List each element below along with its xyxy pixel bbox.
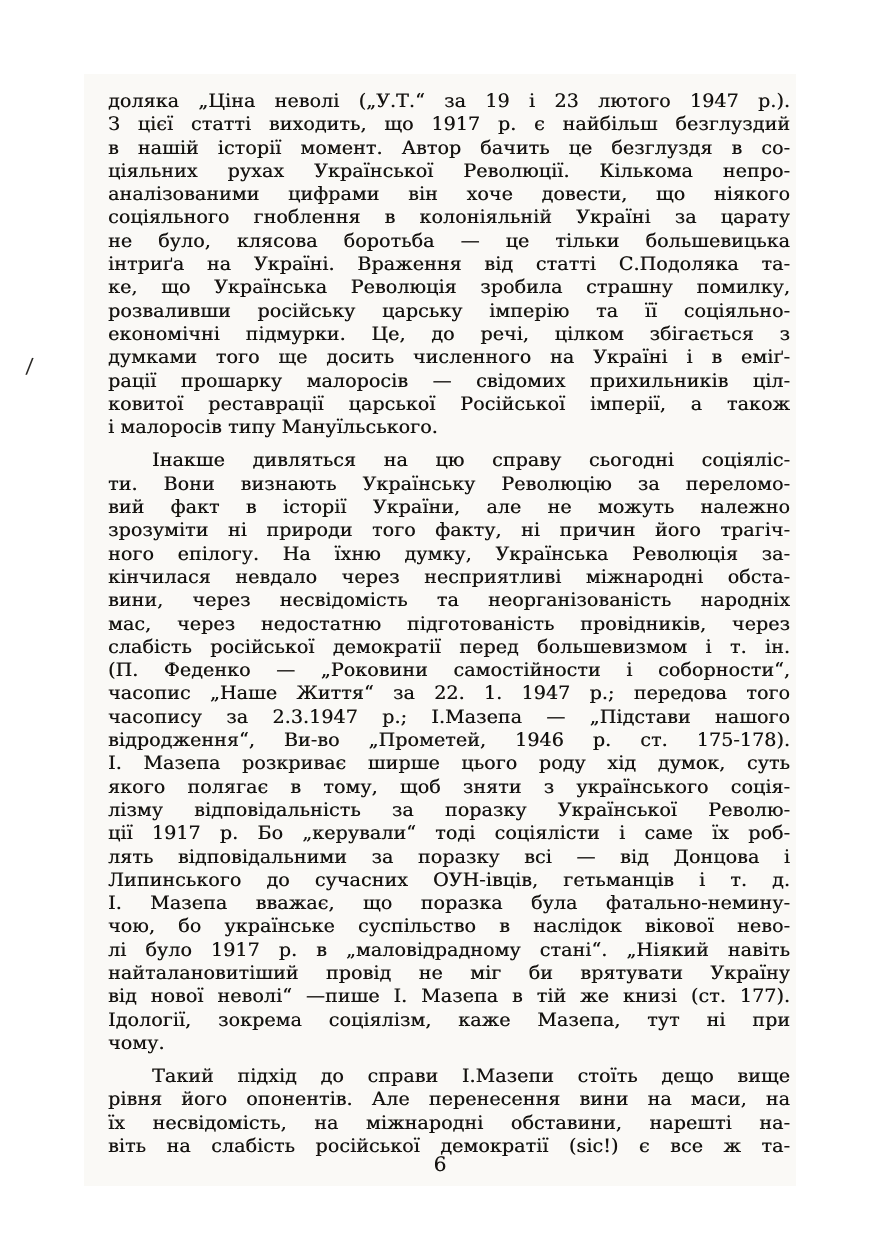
text-line: Такий підхід до справи І.Мазепи стоїть дещо вище: [152, 1065, 790, 1088]
text-line: ного епілогу. На їхню думку, Українська Революція за-: [108, 542, 790, 565]
book-page: [25, 74, 796, 1186]
page-text: [108, 90, 790, 1158]
page-number: 6: [433, 1152, 447, 1176]
text-line: Ідології, зокрема соціялізм, каже Мазепа, тут ні при: [108, 1008, 790, 1031]
text-line: ковитої реставрації царської Російської імперії, а також: [108, 392, 790, 415]
text-line: лять відповідальними за поразку всі — від Донцова і: [108, 845, 790, 868]
text-line: вий факт в історії України, але не можуть належно: [108, 496, 790, 519]
text-line: найталановитіший провід не міг би врятувати Україну: [108, 961, 790, 984]
text-line: зрозуміти ні природи того факту, ні причин його трагіч-: [108, 519, 790, 542]
text-line: (П. Феденко — „Роковини самостійности і соборности“,: [108, 659, 790, 682]
text-line: віть на слабість російської демократії (sic!) є все ж та-: [108, 1135, 790, 1158]
text-line: Інакше дивляться на цю справу сьогодні соціяліс-: [152, 449, 790, 472]
paragraph: [108, 90, 790, 439]
text-line: І. Мазепа вважає, що поразка була фатально-немину-: [108, 892, 790, 915]
text-line: якого полягає в тому, щоб зняти з українського соція-: [108, 775, 790, 798]
text-line: часопис „Наше Життя“ за 22. 1. 1947 р.; передова того: [108, 682, 790, 705]
scan-artifact-mark: /: [25, 353, 34, 379]
text-line: в нашій історії момент. Автор бачить це безглуздя в со-: [108, 136, 790, 159]
text-line: лізму відповідальність за поразку Української Револю-: [108, 798, 790, 821]
text-line: вини, через несвідомість та неорганізованість народніх: [108, 589, 790, 612]
text-line: соціяльного гноблення в колоніяльній Україні за царату: [108, 206, 790, 229]
text-line: думками того ще досить численного на Україні і в еміґ-: [108, 346, 790, 369]
text-line: відродження“, Ви-во „Прометей, 1946 р. ст. 175-178).: [108, 729, 790, 752]
text-line: доляка „Ціна неволі („У.Т.“ за 19 і 23 лютого 1947 р.).: [108, 90, 790, 112]
text-line: ціяльних рухах Української Революції. Кількома непро-: [108, 159, 790, 182]
text-line: слабість російської демократії перед большевизмом і т. ін.: [108, 635, 790, 658]
text-line: аналізованими цифрами він хоче довести, що ніякого: [108, 183, 790, 206]
paragraph: [108, 1065, 790, 1158]
text-line: чому.: [108, 1031, 165, 1054]
text-line: чою, бо українське суспільство в наслідок вікової нево-: [108, 915, 790, 938]
text-line: ке, що Українська Революція зробила страшну помилку,: [108, 276, 790, 299]
text-line: їх несвідомість, на міжнародні обставини, нарешті на-: [108, 1111, 790, 1134]
text-line: не було, клясова боротьба — це тільки большевицька: [108, 229, 790, 252]
text-line: рації прошарку малоросів — свідомих прихильників ціл-: [108, 369, 790, 392]
text-line: і малоросів типу Мануїльського.: [108, 416, 438, 439]
text-line: рівня його опонентів. Але перенесення вини на маси, на: [108, 1088, 790, 1111]
text-line: ції 1917 р. Бо „керували“ тоді соціялісти і саме їх роб-: [108, 822, 790, 845]
text-line: І. Мазепа розкриває ширше цього роду хід думок, суть: [108, 752, 790, 775]
text-line: кінчилася невдало через несприятливі міжнародні обста-: [108, 565, 790, 588]
text-line: інтриґа на Україні. Враження від статті С.Подоляка та-: [108, 253, 790, 276]
text-line: Липинського до сучасних ОУН-івців, гетьманців і т. д.: [108, 868, 790, 891]
text-line: лі було 1917 р. в „маловідрадному стані“. „Ніякий навіть: [108, 938, 790, 961]
text-line: мас, через недостатню підготованість провідників, через: [108, 612, 790, 635]
text-line: ти. Вони визнають Українську Революцію за переломо-: [108, 472, 790, 495]
paragraph: [108, 449, 790, 1055]
text-line: З цієї статті виходить, що 1917 р. є найбільш безглуздий: [108, 113, 790, 136]
text-line: від нової неволі“ —пише І. Мазепа в тій же книзі (ст. 177).: [108, 985, 790, 1008]
text-line: часопису за 2.3.1947 р.; І.Мазепа — „Підстави нашого: [108, 705, 790, 728]
text-line: розваливши російську царську імперію та її соціяльно-: [108, 299, 790, 322]
text-line: економічні підмурки. Це, до речі, цілком збігається з: [108, 322, 790, 345]
